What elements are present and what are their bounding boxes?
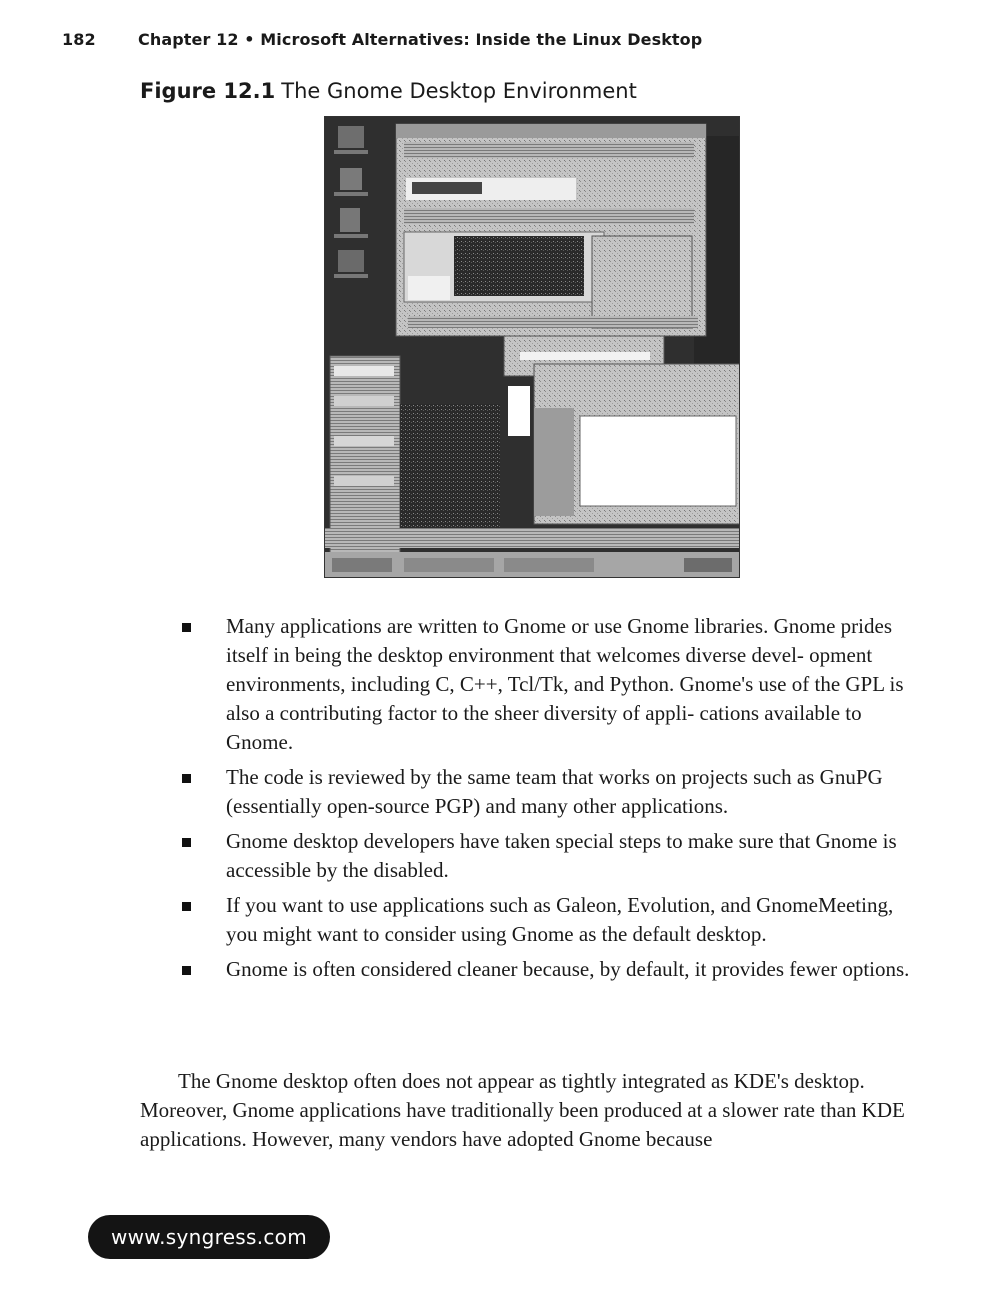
bullet-square-icon: [182, 623, 191, 632]
bullet-square-icon: [182, 838, 191, 847]
list-item: [180, 955, 920, 984]
bullet-text: If you want to use applications such as Galeon, Evolution, and GnomeMeeting, you might want to consider using Gnome as the default desktop.: [226, 893, 894, 946]
figure-caption: [140, 79, 637, 103]
taskbar: [324, 528, 740, 578]
bullet-square-icon: [182, 966, 191, 975]
main-window: [396, 124, 706, 336]
gnome-desktop-screenshot: [324, 116, 740, 578]
left-panel-window: [330, 356, 400, 556]
list-item: [180, 827, 920, 885]
list-item: [180, 612, 920, 757]
bullet-text: The code is reviewed by the same team that works on projects such as GnuPG (essentially open-source PGP) and many other applications.: [226, 765, 883, 818]
bullet-text: Many applications are written to Gnome or use Gnome libraries. Gnome prides itself in being the desktop environment that welcomes diverse devel- opment environments, including C, C++, Tcl/Tk, and Python. Gnome's use of the GPL is also a contributing factor to the sheer diversity of appli- cations available to Gnome.: [226, 614, 904, 754]
page-number: 182: [62, 30, 96, 49]
bullet-text: Gnome desktop developers have taken special steps to make sure that Gnome is accessible by the disabled.: [226, 829, 897, 882]
running-header: [62, 30, 702, 49]
terminal-window: [400, 404, 500, 544]
bullet-square-icon: [182, 774, 191, 783]
feature-bullet-list: [180, 612, 920, 990]
bullet-text: Gnome is often considered cleaner because, by default, it provides fewer options.: [226, 957, 910, 981]
list-item: [180, 763, 920, 821]
footer-website-badge: www.syngress.com: [88, 1215, 330, 1259]
figure-title: The Gnome Desktop Environment: [281, 79, 637, 103]
right-lower-window: [508, 364, 740, 524]
bullet-square-icon: [182, 902, 191, 911]
body-paragraph: The Gnome desktop often does not appear as tightly integrated as KDE's desktop. Moreover, Gnome applications have traditionally been produced at a slower rate than KDE applications. However, many vendors have adopted Gnome because: [140, 1069, 905, 1151]
list-item: [180, 891, 920, 949]
figure-label: Figure 12.1: [140, 79, 276, 103]
chapter-title: Chapter 12 • Microsoft Alternatives: Inside the Linux Desktop: [138, 30, 703, 49]
